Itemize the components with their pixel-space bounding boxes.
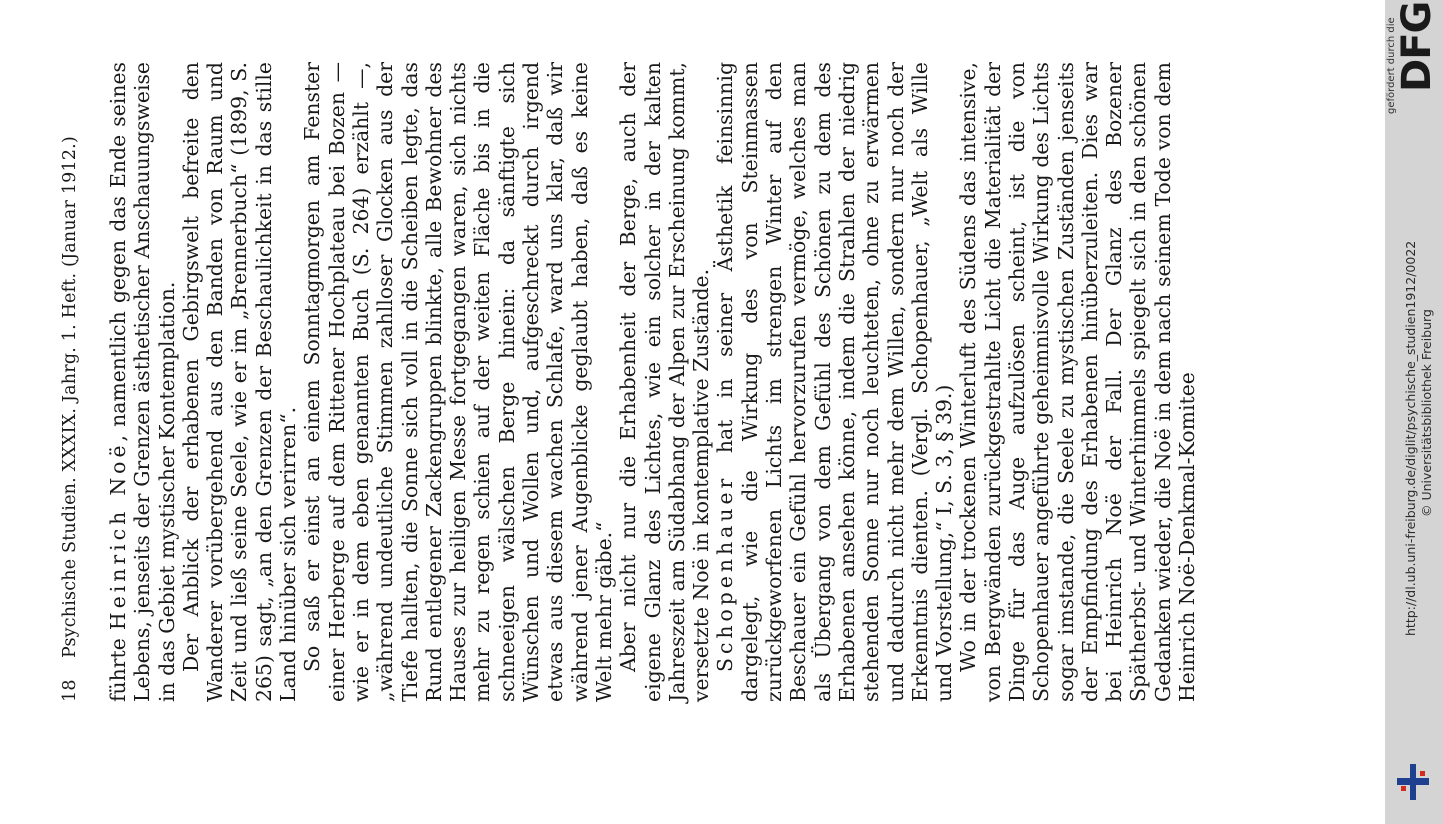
paragraph-text: Wo in der trockenen Winterluft des Südens das intensive, von Bergwänden zurückgestrahlte Licht die Materialität der Dinge für das Auge aufzulösen scheint, ist die von Schopenhauer angeführte geheimnisvolle Wirkung des Lichts sogar imstande, die Seele zu mystischen Zuständen jenseits der Empfindung des Erhabenen hinüberzuleiten. Dies war bei Heinrich Noë der Fall. Der Glanz des Bozener Spätherbst- und Winterhimmels spiegelt sich in den schönen Gedanken wieder, die Noë in dem nach seinem Tode von dem Heinrich Noë-Denkmal-Komitee xyxy=(956,62,1200,702)
body-text xyxy=(106,62,1199,702)
paragraph-5 xyxy=(713,62,956,702)
paragraph-text: führte xyxy=(106,630,130,702)
spaced-name: Schopenhauer xyxy=(713,474,738,672)
page-number: 18 xyxy=(60,679,80,702)
paragraph-text: , namentlich gegen das Ende seines Lebens, jenseits der Grenzen ästhetischer Anschauungsweise in das Gebiet mystischer Kontemplation. xyxy=(106,62,179,702)
running-head-title: Psychische Studien. XXXIX. Jahrg. 1. Heft. (Januar 1912.) xyxy=(60,136,80,658)
dfg-logo: DFG xyxy=(1394,1,1440,92)
paragraph-text: So saß er einst an einem Sonntagmorgen am Fenster einer Herberge auf dem Rittener Hochplateau bei Bozen — wie er in dem eben genannten Buch (S. 264) erzählt —, „während undeutliche Stimmen zahlloser Glocken aus der Tiefe hallten, die Sonne sich voll in die Scheiben legte, das Rund entlegener Zackengruppen blinkte, alle Bewohner des Hauses zur heiligen Messe fortgegangen waren, sich nichts mehr zu regen schien auf der weiten Fläche bis in die schneeigen wälschen Berge hinein: da sänftigte sich Wünschen und Wollen und, aufgeschreckt durch irgend etwas aus diesem wachen Schlafe, ward uns klar, daß wir während jener Augenblicke geglaubt haben, daß es keine Welt mehr gäbe.“ xyxy=(300,62,616,702)
rotated-page-content xyxy=(60,62,1210,702)
paragraph-3 xyxy=(300,62,616,702)
paragraph-text: Aber nicht nur die Erhabenheit der Berge, auch der eigene Glanz des Lichtes, wie ein solcher in der kalten Jahreszeit am Südabhang der Alpen zur Erscheinung kommt, versetzte Noë in kontemplative Zustände. xyxy=(616,62,714,702)
paragraph-text: hat in seiner Ästhetik feinsinnig dargelegt, wie die Wirkung des von Steinmassen zurückgeworfenen Lichts im strengen Winter auf den Beschauer ein Gefühl hervorzurufen vermöge, welches man als Übergang von dem Gefühl des Schönen zu dem des Erhabenen ansehen könne, indem die Strahlen der niedrig stehenden Sonne nur noch leuchteten, ohne zu erwärmen und dadurch nicht mehr dem Willen, sondern nur noch der Erkenntnis dienten. (Vergl. Schopenhauer, „Welt als Wille und Vorstellung,“ I, S. 3, § 39.) xyxy=(713,62,957,702)
funded-by-label: gefördert durch die xyxy=(1386,17,1397,114)
running-head xyxy=(60,62,88,702)
paragraph-text: Der Anblick der erhabenen Gebirgswelt befreite den Wanderer vorübergehend aus den Banden von Raum und Zeit und ließ seine Seele, wie er im „Brennerbuch“ (1899, S. 265) sagt, „an den Grenzen der Beschaulichkeit in das stille Land hinüber sich verirren“. xyxy=(178,62,301,702)
paragraph-2 xyxy=(179,62,300,702)
ub-freiburg-logo-icon xyxy=(1397,762,1429,802)
paragraph-1 xyxy=(106,62,179,702)
copyright-notice: © Universitätsbibliothek Freiburg xyxy=(1419,309,1434,517)
permalink-url[interactable]: http://dl.ub.uni-freiburg.de/diglit/psychische_studien1912/0022 xyxy=(1403,240,1418,636)
library-sidebar xyxy=(1385,0,1443,824)
paragraph-4 xyxy=(616,62,713,702)
spaced-name: Heinrich Noë xyxy=(106,441,130,631)
paragraph-6 xyxy=(956,62,1199,702)
